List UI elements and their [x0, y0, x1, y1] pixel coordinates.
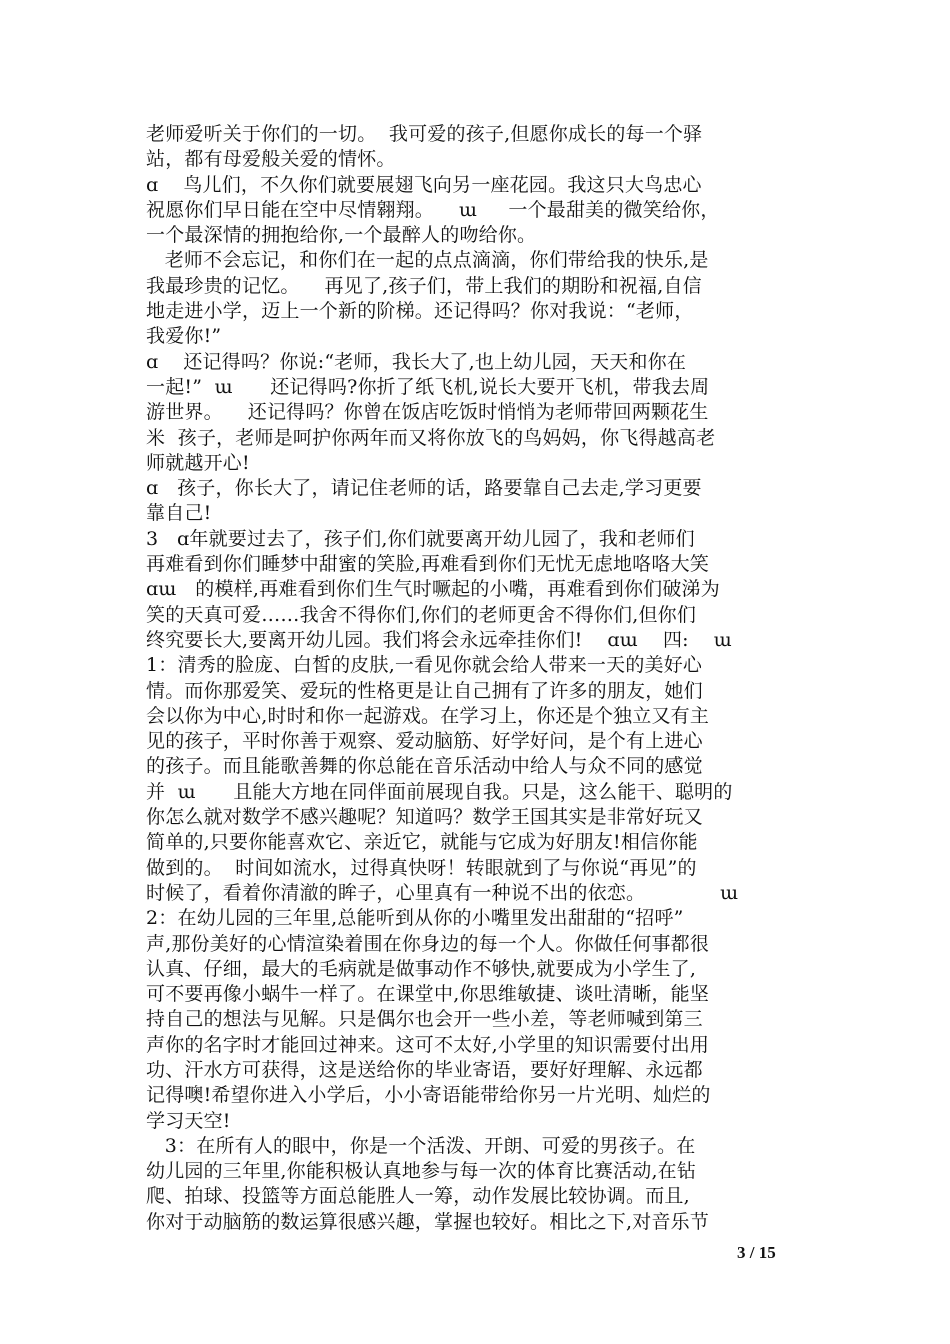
text-line: 一个最深情的拥抱给你,一个最醉人的吻给你。: [146, 224, 537, 247]
text-line: 3 ɑ年就要过去了，孩子们,你们就要离开幼儿园了，我和老师们: [146, 527, 695, 550]
text-line: 学习天空!: [146, 1109, 231, 1132]
text-line: 会以你为中心,时时和你一起游戏。在学习上，你还是个独立又有主: [146, 704, 710, 727]
text-line: 持自己的想法与见解。只是偶尔也会开一些小差，等老师喊到第三: [146, 1008, 703, 1031]
text-line: 见的孩子，平时你善于观察、爱动脑筋、好学好问，是个有上进心: [146, 730, 703, 753]
text-line: 功、汗水方可获得，这是送给你的毕业寄语，要好好理解、永远都: [146, 1058, 703, 1081]
text-line: 地走进小学，迈上一个新的阶梯。还记得吗？你对我说：“老师，: [146, 300, 694, 323]
text-line: 做到的。 时间如流水，过得真快呀！转眼就到了与你说“再见”的: [146, 856, 697, 879]
text-line: 的孩子。而且能歌善舞的你总能在音乐活动中给人与众不同的感觉: [146, 755, 703, 778]
text-line: 可不要再像小蜗牛一样了。在课堂中,你思维敏捷、谈吐清晰，能坚: [146, 983, 710, 1006]
text-line: 1：清秀的脸庞、白皙的皮肤,一看见你就会给人带来一天的美好心: [146, 654, 703, 677]
text-line: 靠自己!: [146, 502, 212, 525]
text-line: 笑的天真可爱……我舍不得你们,你们的老师更舍不得你们,但你们: [146, 603, 697, 626]
text-line: ɑɯ 的模样,再难看到你们生气时噘起的小嘴，再难看到你们破涕为: [146, 578, 720, 601]
text-line: 老师不会忘记，和你们在一起的点点滴滴，你们带给我的快乐,是: [146, 249, 709, 272]
text-line: 3：在所有人的眼中，你是一个活泼、开朗、可爱的男孩子。在: [146, 1134, 696, 1157]
text-line: 记得噢!希望你进入小学后，小小寄语能带给你另一片光明、灿烂的: [146, 1084, 711, 1107]
text-line: 幼儿园的三年里,你能积极认真地参与每一次的体育比赛活动,在钻: [146, 1160, 697, 1183]
text-line: 认真、仔细，最大的毛病就是做事动作不够快,就要成为小学生了,: [146, 957, 697, 980]
text-line: 并 ɯ 且能大方地在同伴面前展现自我。只是，这么能干、聪明的: [146, 780, 733, 803]
text-line: 声你的名字时才能回过神来。这可不太好,小学里的知识需要付出用: [146, 1033, 710, 1056]
text-line: 简单的,只要你能喜欢它、亲近它，就能与它成为好朋友!相信你能: [146, 831, 698, 854]
text-line: 再难看到你们睡梦中甜蜜的笑脸,再难看到你们无忧无虑地咯咯大笑: [146, 553, 710, 576]
text-line: 你对于动脑筋的数运算很感兴趣，掌握也较好。相比之下,对音乐节: [146, 1210, 710, 1233]
text-line: 我爱你!”: [146, 325, 222, 348]
text-line: 祝愿你们早日能在空中尽情翱翔。 ɯ 一个最甜美的微笑给你，: [146, 198, 720, 221]
text-line: 2：在幼儿园的三年里,总能听到从你的小嘴里发出甜甜的“招呼”: [146, 907, 684, 930]
text-line: 爬、拍球、投篮等方面总能胜人一筹，动作发展比较协调。而且,: [146, 1185, 690, 1208]
text-line: 声,那份美好的心情渲染着围在你身边的每一个人。你做任何事都很: [146, 932, 710, 955]
text-line: 游世界。 还记得吗？你曾在饭店吃饭时悄悄为老师带回两颗花生: [146, 401, 709, 424]
text-line: 时候了，看着你清澈的眸子，心里真有一种说不出的依恋。 ɯ: [146, 881, 739, 904]
text-line: 我最珍贵的记忆。 再见了,孩子们，带上我们的期盼和祝福,自信: [146, 274, 702, 297]
text-line: 师就越开心!: [146, 451, 250, 474]
page-number: 3 / 15: [737, 1243, 776, 1262]
text-line: ɑ 孩子，你长大了，请记住老师的话，路要靠自己去走,学习更要: [146, 477, 702, 500]
text-line: 站，都有母爱般关爱的情怀。: [146, 148, 396, 171]
body-text: [146, 122, 810, 1235]
text-line: 老师爱听关于你们的一切。 我可爱的孩子,但愿你成长的每一个驿: [146, 123, 703, 145]
text-line: ɑ 还记得吗？你说:“老师，我长大了,也上幼儿园，天天和你在: [146, 350, 687, 373]
text-line: ɑ 鸟儿们，不久你们就要展翅飞向另一座花园。我这只大鸟忠心: [146, 173, 702, 196]
text-line: 米 孩子，老师是呵护你两年而又将你放飞的鸟妈妈，你飞得越高老: [146, 426, 716, 449]
text-line: 你怎么就对数学不感兴趣呢？知道吗？数学王国其实是非常好玩又: [146, 806, 703, 829]
text-line: 一起!” ɯ 还记得吗?你折了纸飞机,说长大要开飞机，带我去周: [146, 375, 710, 398]
text-line: 终究要长大,要离开幼儿园。我们将会永远牵挂你们! ɑɯ 四: ɯ: [146, 628, 732, 651]
text-line: 情。而你那爱笑、爱玩的性格更是让自己拥有了许多的朋友，她们: [146, 679, 703, 702]
